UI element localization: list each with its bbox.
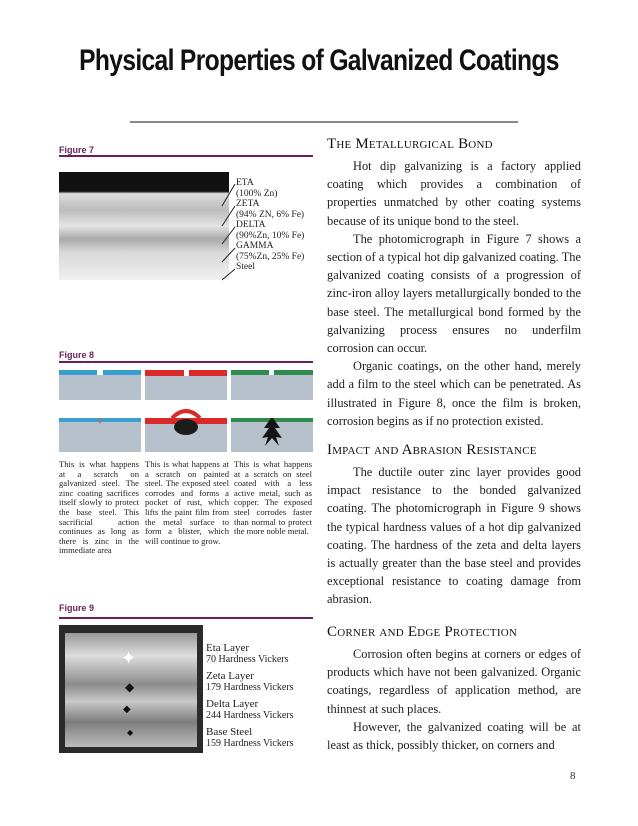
- title-divider: [130, 121, 518, 123]
- section-body: [327, 463, 581, 609]
- delta-layer-name: Delta Layer: [206, 698, 259, 710]
- eta-composition: (100% Zn): [236, 188, 278, 199]
- section-heading: Impact and Abrasion Resistance: [327, 442, 537, 458]
- figure-8-caption-galvanized: This is what happens at a scratch on galvanized steel. The zinc coating sacrifices itself slowly to protect the base steel. This sacrificial action continues as long as there is zinc in the immediate area: [59, 459, 139, 556]
- gamma-label: GAMMA: [236, 241, 274, 251]
- figure-8-caption-copper: This is what happens at a scratch on steel coated with a less active metal, such as copper. The exposed steel corrodes faster than normal to protect the more noble metal.: [234, 459, 312, 537]
- indent-mark: ◆: [123, 704, 131, 715]
- paragraph: Hot dip galvanizing is a factory applied coating which provides a combination of properties unmatched by other coating systems because of its unique bond to the steel.: [327, 159, 581, 228]
- zeta-layer-name: Zeta Layer: [206, 670, 254, 682]
- section-heading: Corner and Edge Protection: [327, 624, 518, 640]
- delta-composition: (90%Zn, 10% Fe): [236, 230, 305, 241]
- figure-8-illustration: [59, 366, 313, 456]
- indent-mark: ◆: [127, 728, 134, 737]
- figure-9-hardness-list: [206, 642, 316, 749]
- section-body: [327, 157, 581, 430]
- galv-before-scratch: [97, 370, 103, 375]
- base-steel-name: Base Steel: [206, 726, 253, 738]
- base-steel-hardness: 159 Hardness Vickers: [206, 738, 294, 749]
- zeta-layer-hardness: 179 Hardness Vickers: [206, 682, 294, 693]
- figure-7-layer-labels: [236, 178, 316, 273]
- paragraph: However, the galvanized coating will be at least as thick, possibly thicker, on corners and: [327, 719, 581, 753]
- page-title: Physical Properties of Galvanized Coatings: [79, 44, 559, 77]
- gamma-composition: (75%Zn, 25% Fe): [236, 251, 305, 262]
- zeta-label: ZETA: [236, 199, 260, 209]
- section-impact-abrasion: [327, 442, 581, 609]
- paint-blister-rust: [174, 419, 198, 435]
- page-number: 8: [570, 770, 576, 782]
- paragraph: Corrosion often begins at corners or edges of products which have not been galvanized. Organic coatings, regardless of application method, are thinnest at such places.: [327, 647, 581, 716]
- figure-7-leader-lines: [218, 172, 238, 282]
- indent-mark: ◆: [125, 680, 135, 694]
- eta-layer-hardness: 70 Hardness Vickers: [206, 654, 289, 665]
- figure-8-label: Figure 8: [59, 350, 95, 360]
- figure-7-rule: [59, 155, 313, 157]
- paragraph: The photomicrograph in Figure 7 shows a section of a typical hot dip galvanized coating. The galvanized coating consists of a progression of zinc-iron alloy layers metallurgically bonded to the base steel. The metallurgical bond formed by the galvanizing process ensures no underfilm corrosion can occur.: [327, 231, 581, 356]
- steel-label: Steel: [236, 262, 255, 272]
- figure-9-label: Figure 9: [59, 603, 95, 613]
- figure-7-label: Figure 7: [59, 145, 95, 155]
- indent-mark: ✦: [121, 648, 137, 668]
- paragraph: The ductile outer zinc layer provides good impact resistance to the bonded galvanized coating. The photomicrograph in Figure 9 shows the typical hardness values of a hot dip galvanized coating. The hardness of the zeta and delta layers is actually greater than the base steel and provides exceptional resistance to coating damage from abrasion.: [327, 465, 581, 607]
- paint-blister-film: [172, 411, 200, 418]
- delta-layer-hardness: 244 Hardness Vickers: [206, 710, 294, 721]
- delta-label: DELTA: [236, 220, 266, 230]
- figure-9-photomicrograph: [59, 625, 203, 753]
- zeta-composition: (94% ZN, 6% Fe): [236, 209, 305, 220]
- section-heading: The Metallurgical Bond: [327, 136, 493, 152]
- section-metallurgical-bond: [327, 136, 581, 430]
- eta-layer-name: Eta Layer: [206, 642, 250, 654]
- paint-before-scratch: [184, 370, 189, 376]
- figure-8-rule: [59, 361, 313, 363]
- figure-7-photomicrograph: [59, 172, 229, 280]
- figure-8-caption-paint: This is what happens at a scratch on painted steel. The exposed steel corrodes and forms a pocket of rust, which lifts the paint film from the metal surface to form a blister, which will continue to grow.: [145, 459, 229, 546]
- eta-label: ETA: [236, 178, 254, 188]
- copper-before-scratch: [269, 370, 274, 375]
- paragraph: Organic coatings, on the other hand, merely add a film to the steel which can be penetrated. As illustrated in Figure 8, once the film is broken, corrosion begins as if no protection existed.: [327, 359, 581, 428]
- section-body: [327, 645, 581, 754]
- section-corner-edge: [327, 624, 581, 754]
- figure-9-rule: [59, 617, 313, 619]
